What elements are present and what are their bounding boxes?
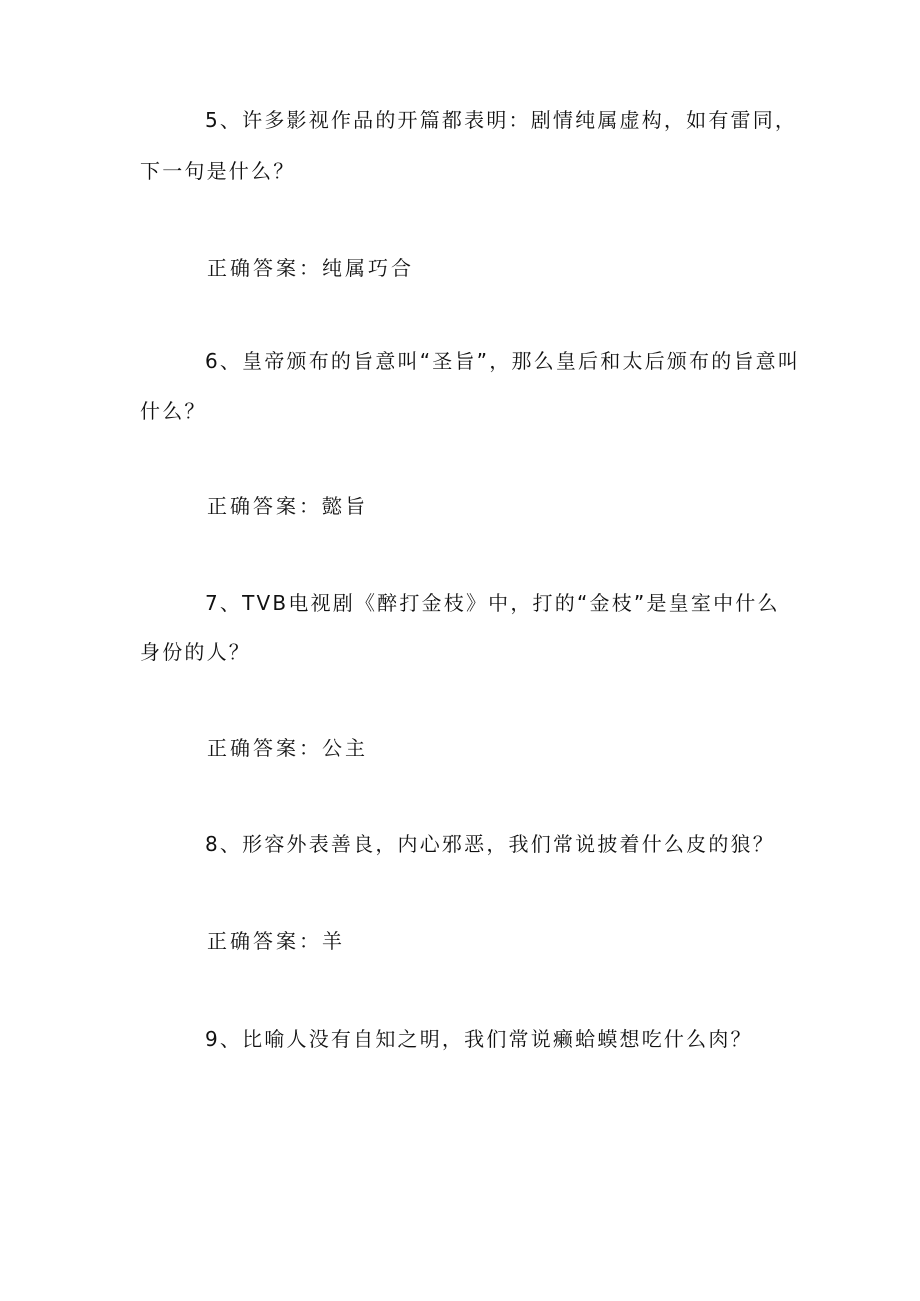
question-6-line-2: 什么？: [140, 399, 207, 423]
question-9-line-1: 9、比喻人没有自知之明，我们常说癞蛤蟆想吃什么肉？: [205, 1027, 753, 1051]
answer-7: 正确答案：公主: [207, 736, 368, 760]
answer-5: 正确答案：纯属巧合: [207, 256, 414, 280]
question-8-line-1: 8、形容外表善良，内心邪恶，我们常说披着什么皮的狼？: [205, 832, 775, 856]
question-6-line-1: 6、皇帝颁布的旨意叫“圣旨”，那么皇后和太后颁布的旨意叫: [205, 349, 801, 373]
question-7-line-2: 身份的人？: [140, 640, 251, 664]
question-7-line-1: 7、TVB电视剧《醉打金枝》中，打的“金枝”是皇室中什么: [205, 591, 780, 615]
question-5-line-1: 5、许多影视作品的开篇都表明：剧情纯属虚构，如有雷同，: [205, 108, 798, 132]
answer-8: 正确答案：羊: [207, 929, 345, 953]
answer-6: 正确答案：懿旨: [207, 494, 368, 518]
question-5-line-2: 下一句是什么？: [140, 159, 296, 183]
